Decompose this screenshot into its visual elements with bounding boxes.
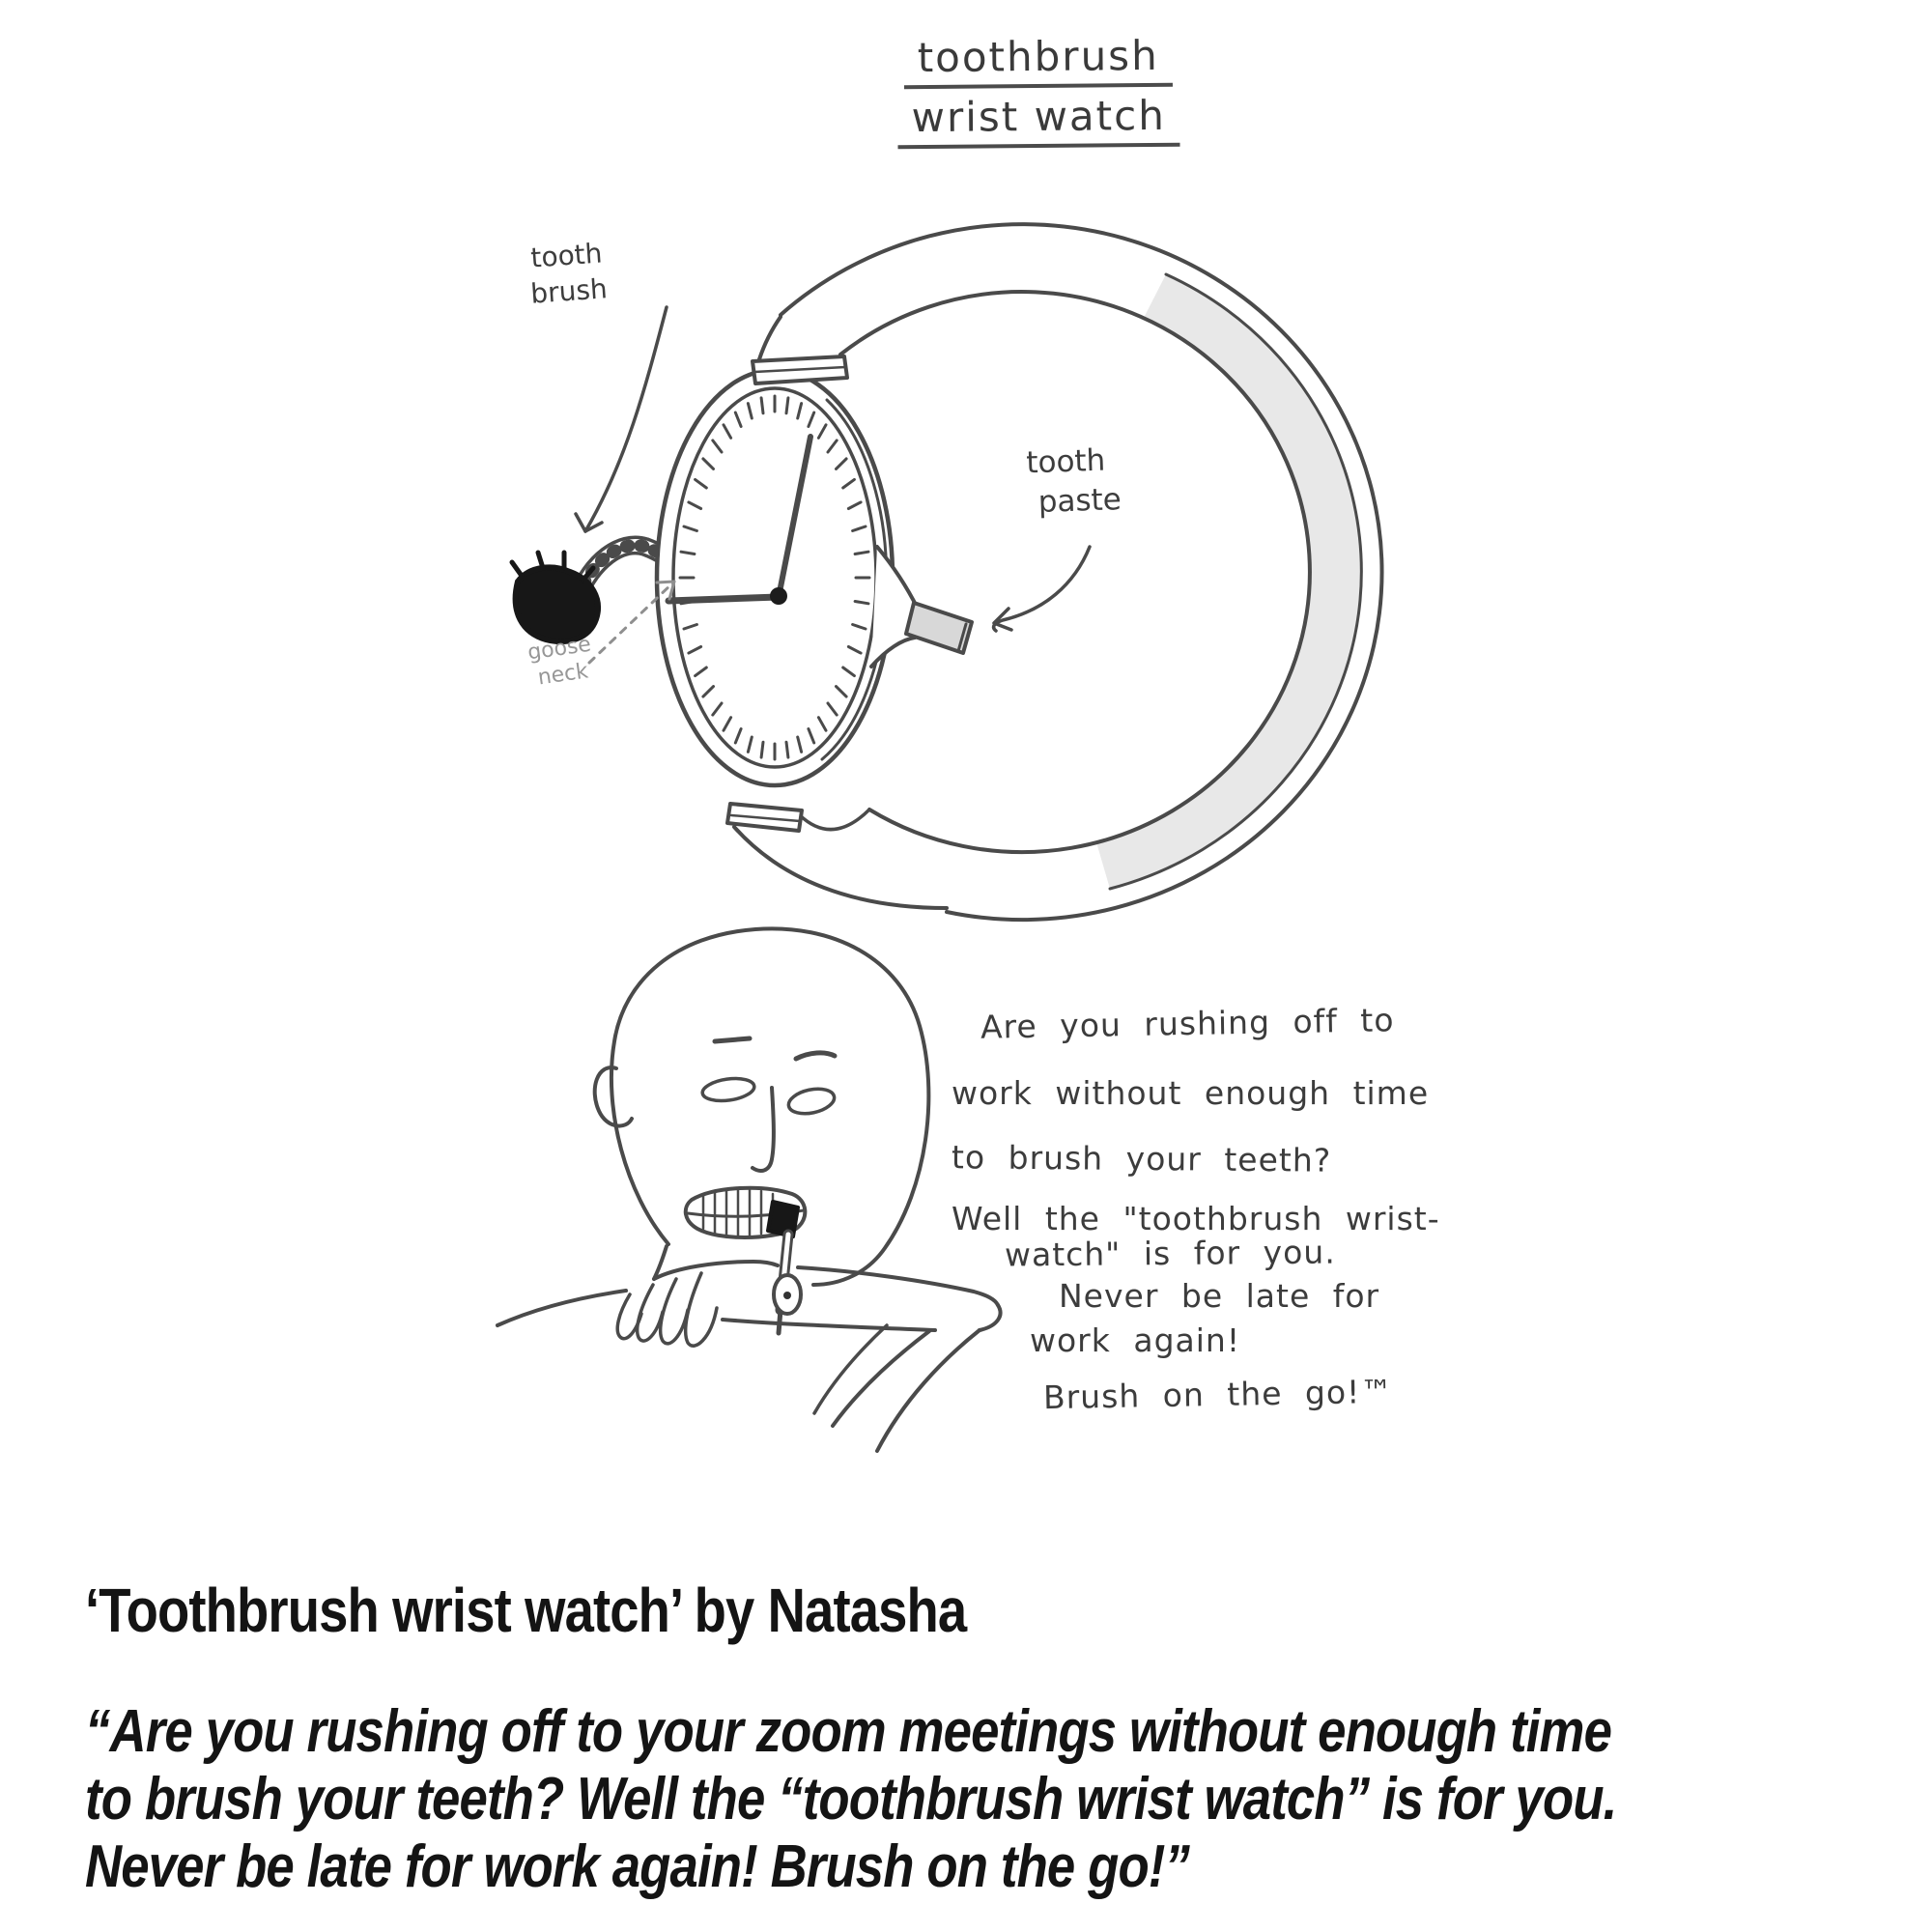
caption-quote-line2: to brush your teeth? Well the “toothbrush wrist watch” is for you. — [85, 1766, 1617, 1833]
forearm-bottom — [723, 1320, 935, 1330]
nose — [753, 1088, 774, 1171]
caption-title: ‘Toothbrush wrist watch’ by Natasha — [85, 1576, 967, 1645]
label-toothpaste — [1011, 440, 1122, 524]
label-toothpaste-line1: tooth — [1025, 442, 1106, 481]
label-gooseneck — [526, 632, 597, 693]
label-gooseneck-line2: neck — [536, 659, 590, 691]
toothbrush — [512, 545, 678, 641]
pitch-line-2: work without enough time — [952, 1074, 1430, 1112]
forearm-top — [798, 1267, 998, 1305]
hands-pivot — [770, 587, 787, 605]
caption-quote-line3: Never be late for work again! Brush on the go!” — [85, 1833, 1190, 1900]
shoulder-line — [497, 1291, 626, 1325]
right-eye — [786, 1085, 837, 1117]
pitch-line-6: Never be late for — [1059, 1277, 1380, 1315]
pitch-line-3: to brush your teeth? — [951, 1138, 1332, 1179]
crown-body — [906, 603, 972, 653]
toothbrush-arrow — [585, 307, 667, 531]
sketch-title — [873, 32, 1203, 150]
pitch-line-8: Brush on the go!™ — [1042, 1372, 1394, 1417]
right-eyebrow — [796, 1053, 835, 1059]
toothpaste-arrow — [994, 547, 1090, 631]
pitch-line-7: work again! — [1030, 1321, 1241, 1359]
label-toothbrush-line2: brush — [529, 272, 609, 310]
hour-hand — [668, 597, 779, 601]
sketch-title-line2: wrist watch — [897, 92, 1179, 150]
sketch-title-line1: toothbrush — [903, 32, 1172, 89]
left-eyebrow — [715, 1038, 750, 1041]
upper-arm-fold — [814, 1325, 887, 1413]
caption-quote-line1: “Are you rushing off to your zoom meetings without enough time — [85, 1698, 1612, 1765]
pitch-line-5: watch" is for you. — [1004, 1233, 1336, 1274]
label-toothpaste-line2: paste — [1037, 482, 1122, 521]
elbow-curve — [980, 1305, 1001, 1330]
pitch-line-1: Are you rushing off to — [980, 1001, 1395, 1046]
brush-head-in-mouth — [768, 1202, 798, 1236]
upper-arm-inner — [833, 1331, 929, 1426]
fingers — [617, 1273, 717, 1346]
hand-top — [654, 1262, 778, 1279]
label-gooseneck-line1: goose — [526, 632, 593, 666]
person — [497, 928, 1001, 1451]
upper-arm-outer — [877, 1330, 980, 1451]
label-toothbrush — [527, 235, 609, 311]
band-shading — [1096, 274, 1361, 889]
caption-quote — [85, 1698, 1616, 1901]
watch-case — [657, 370, 893, 785]
teeth-ticks — [703, 1189, 773, 1236]
left-eye — [701, 1075, 756, 1103]
toothpaste-crown — [871, 547, 972, 667]
label-toothbrush-line1: tooth — [529, 237, 604, 274]
pitch-line-4: Well the "toothbrush wrist- — [952, 1200, 1440, 1237]
